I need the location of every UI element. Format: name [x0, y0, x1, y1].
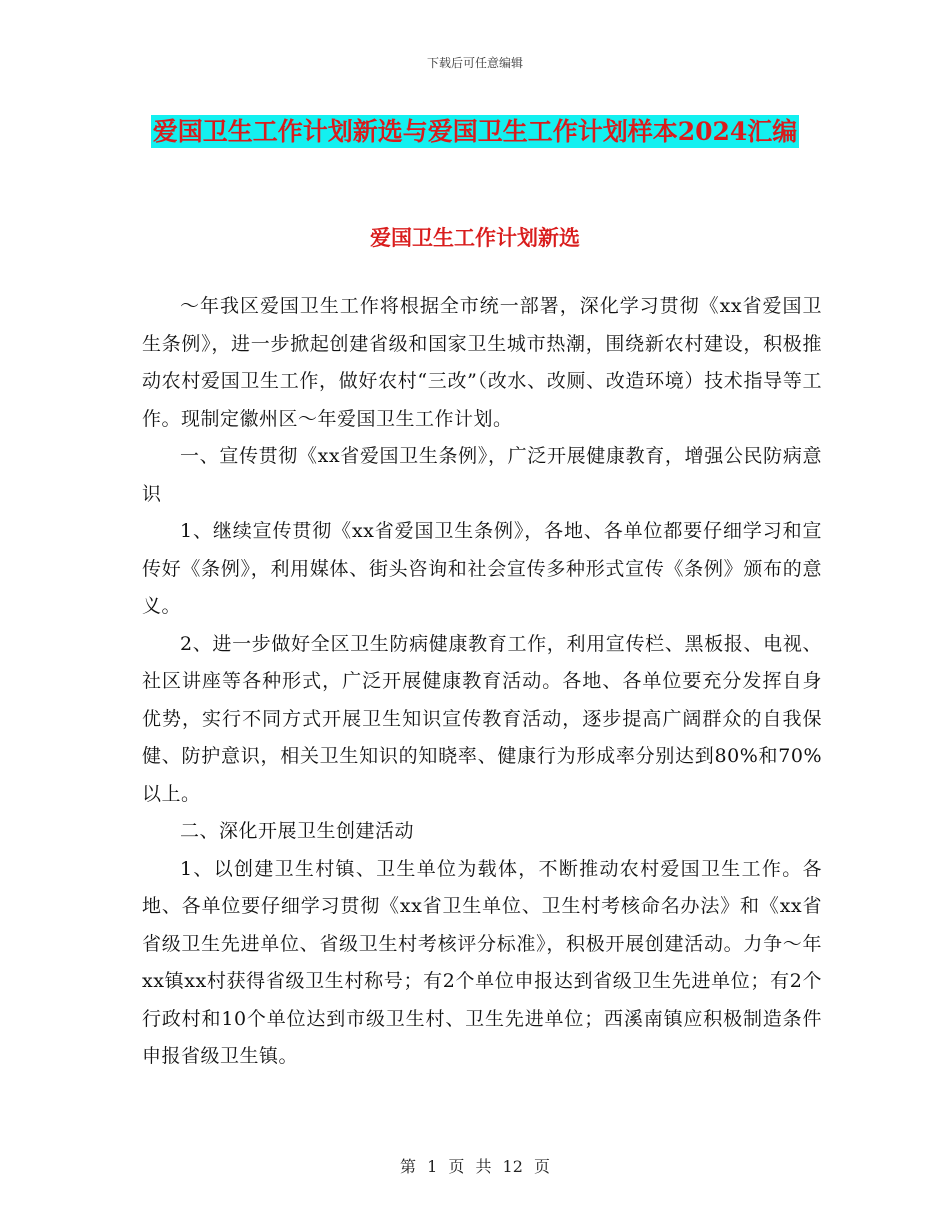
- page-number-footer: 第 1 页 共 12 页: [400, 1157, 550, 1176]
- body-paragraph: 二、深化开展卫生创建活动: [180, 820, 415, 842]
- body-paragraph: 2、进一步做好全区卫生防病健康教育工作，利用宣传栏、黑板报、电视、社区讲座等各种形式，广泛开展健康教育活动。各地、各单位要充分发挥自身优势，实行不同方式开展卫生知识宣传教育活动，逐步提高广阔群众的自我保健、防护意识，相关卫生知识的知晓率、健康行为形成率分别达到80%和70%以上。: [142, 632, 822, 805]
- body-paragraph: 一、宣传贯彻《xx省爱国卫生条例》，广泛开展健康教育，增强公民防病意识: [142, 445, 822, 505]
- section-title: 爱国卫生工作计划新选: [370, 225, 580, 250]
- document-title-text: 爱国卫生工作计划新选与爱国卫生工作计划样本2024汇编: [152, 117, 798, 146]
- header-note: 下载后可任意编辑: [426, 56, 523, 70]
- body-paragraph: 1、以创建卫生村镇、卫生单位为载体，不断推动农村爱国卫生工作。各地、各单位要仔细学习贯彻《xx省卫生单位、卫生村考核命名办法》和《xx省省级卫生先进单位、省级卫生村考核评分标准》，积极开展创建活动。力争～年xx镇xx村获得省级卫生村称号；有2个单位申报达到省级卫生先进单位；有2个行政村和10个单位达到市级卫生村、卫生先进单位；西溪南镇应积极制造条件申报省级卫生镇。: [142, 857, 822, 1067]
- document-title: [140, 110, 810, 154]
- document-body: [142, 288, 822, 1076]
- body-paragraph: ～年我区爱国卫生工作将根据全市统一部署，深化学习贯彻《xx省爱国卫生条例》，进一步掀起创建省级和国家卫生城市热潮，围绕新农村建设，积极推动农村爱国卫生工作，做好农村“三改”（改水、改厕、改造环境）技术指导等工作。现制定徽州区～年爱国卫生工作计划。: [142, 295, 822, 430]
- body-paragraph: 1、继续宣传贯彻《xx省爱国卫生条例》，各地、各单位都要仔细学习和宣传好《条例》，利用媒体、街头咨询和社会宣传多种形式宣传《条例》颁布的意义。: [142, 520, 822, 617]
